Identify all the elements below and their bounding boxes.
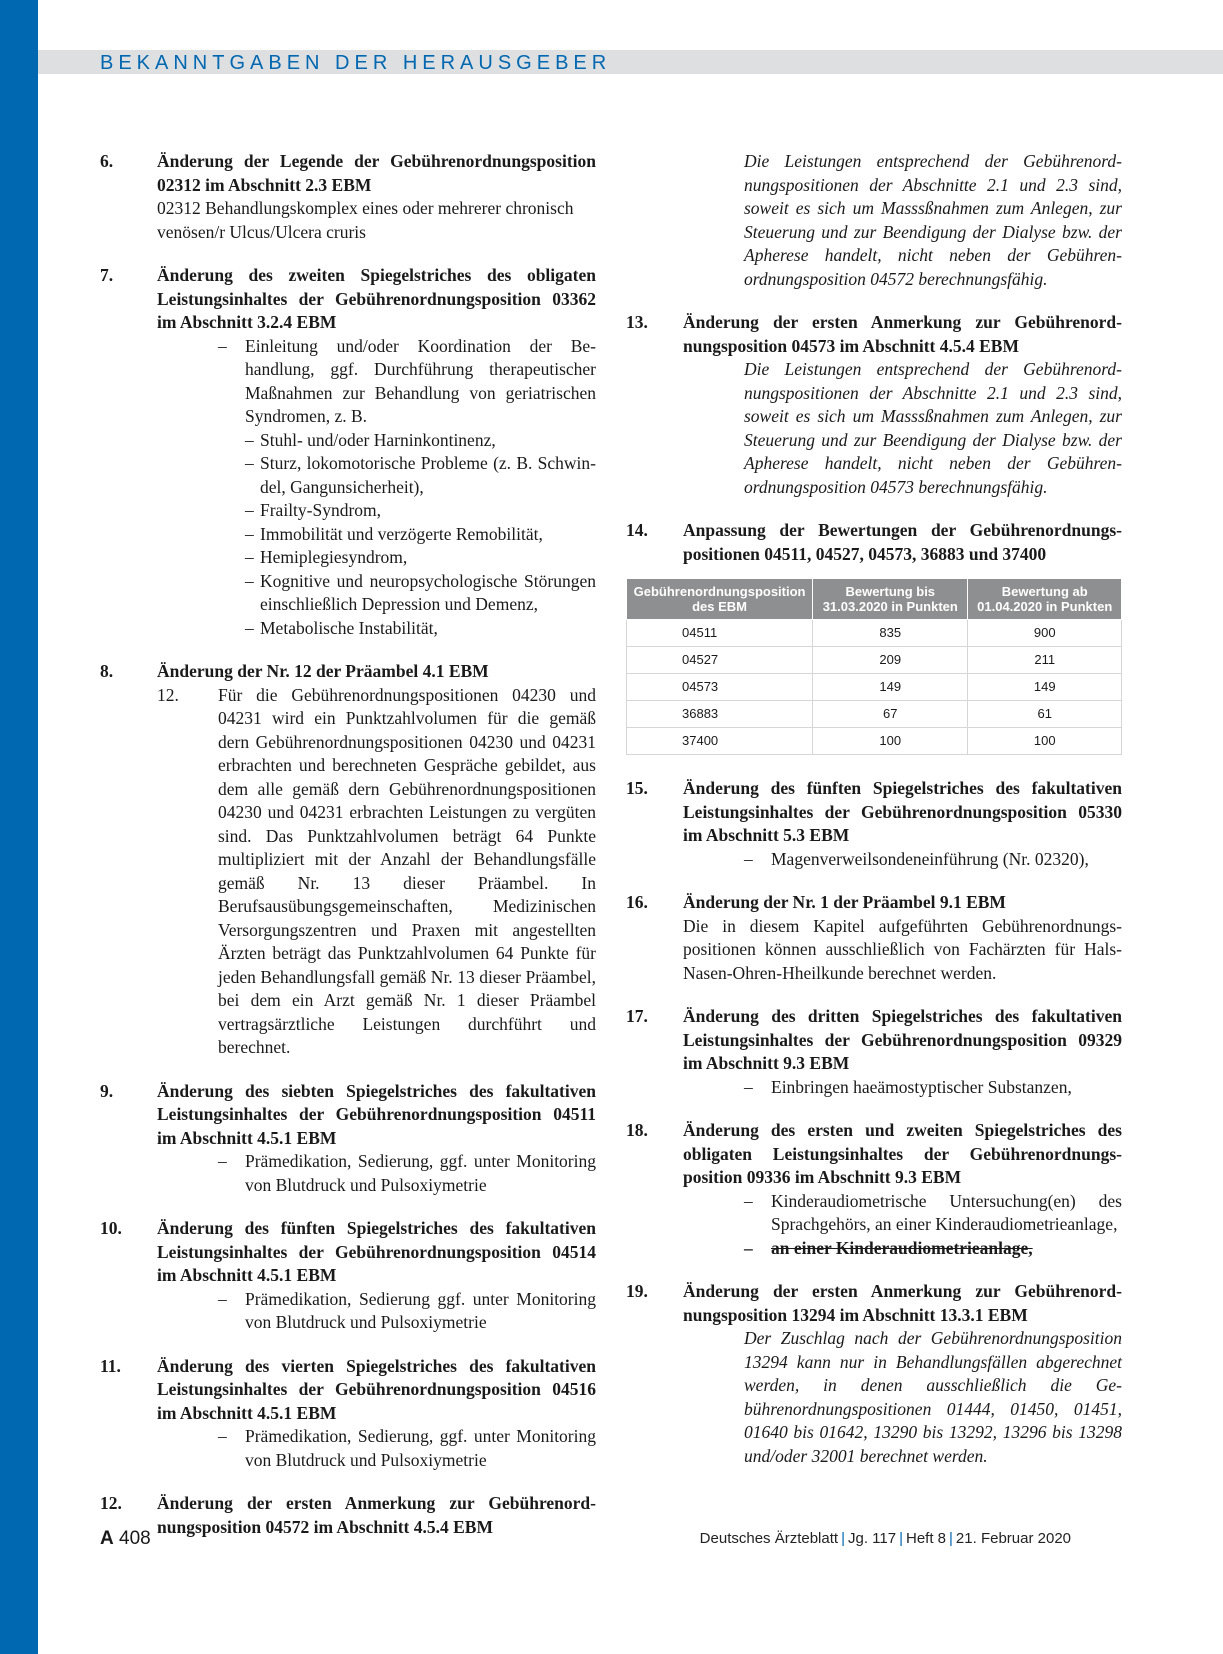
section-12-continued (626, 150, 1122, 291)
section-17 (626, 1005, 1122, 1099)
section-12 (100, 1492, 596, 1539)
section-number: 12. (100, 1493, 122, 1513)
section-heading: Änderung des zweiten Spiegelstriches des obligaten Leistungsinhaltes der Gebührenordnungsposition 03362 im Abschnitt 3.2.4 EBM (157, 265, 596, 332)
volume: Jg. 117 (847, 1530, 897, 1547)
date: 21. Februar 2020 (955, 1530, 1071, 1547)
section-heading: Änderung der Legende der Gebührenordnungsposition 02312 im Abschnitt 2.3 EBM (157, 151, 596, 195)
section-15 (626, 777, 1122, 871)
section-text: Die in diesem Kapitel aufgeführten Gebührenordnungspositionen können ausschließlich von Fachärzten für Hals-Nasen-Ohren-Hheilkunde berechnet werden. (683, 915, 1122, 983)
section-number: 8. (100, 661, 114, 681)
issue: Heft 8 (905, 1530, 947, 1547)
section-10 (100, 1217, 596, 1335)
journal-info: Deutsches Ärzteblatt | Jg. 117 | Heft 8 | 21. Februar 2020 (699, 1530, 1071, 1547)
section-number: 19. (626, 1281, 648, 1301)
section-heading: Änderung der ersten Anmerkung zur Gebührenordnungsposition 13294 im Abschnitt 13.3.1 EBM (683, 1281, 1122, 1325)
section-14 (626, 519, 1122, 755)
section-11 (100, 1355, 596, 1473)
italic-note: Die Leistungen entsprechend der Gebührenordnungspositionen der Abschnitte 2.1 und 2.3 sind, soweit es sich um Masssßnahmen zum Anlegen, zur Steuerung und zur Beendigung der Dialyse bzw. der Apherese handelt, nicht neben der Gebührenordnungsposition 04572 berechnungsfähig. (744, 151, 1122, 289)
journal-name: Deutsches Ärzteblatt (699, 1530, 839, 1547)
section-heading: Änderung des dritten Spiegelstriches des fakultativen Leistungsinhaltes der Gebührenordnungsposition 09329 im Abschnitt 9.3 EBM (683, 1006, 1122, 1073)
dash-item: – Prämedikation, Sedierung, ggf. unter Monitoring von Blutdruck und Pulsoxiymetrie (218, 1151, 596, 1195)
section-number: 7. (100, 265, 114, 285)
section-heading: Änderung der Nr. 12 der Präambel 4.1 EBM (157, 661, 489, 681)
table-row: 37400 100 100 (627, 728, 1122, 755)
section-text: 02312 Behandlungskomplex eines oder mehrerer chronisch venösen/r Ulcus/Ulcera cruris (157, 198, 574, 242)
dash-item: – Magenverweilsondeneinführung (Nr. 02320), (744, 848, 1089, 869)
section-number: 11. (100, 1355, 121, 1376)
section-18 (626, 1119, 1122, 1260)
section-number: 13. (626, 312, 648, 332)
right-column (626, 150, 1122, 1488)
column-header: Gebührenordnungsposition des EBM (627, 579, 813, 620)
section-16 (626, 891, 1122, 985)
section-number: 6. (100, 151, 114, 171)
section-number: 9. (100, 1080, 114, 1101)
table-row: 04511 835 900 (627, 620, 1122, 647)
section-8 (100, 660, 596, 1060)
section-heading: Änderung des fünften Spiegelstriches des fakultativen Leistungsinhaltes der Gebührenordnungsposition 04514 im Abschnitt 4.5.1 EBM (157, 1218, 596, 1285)
column-header: Bewertung ab 01.04.2020 in Punkten (968, 579, 1122, 620)
list-item: – Hemiplegiesyndrom, (245, 547, 408, 567)
sidebar-stripe (0, 0, 38, 1654)
list-item: – Immobilität und verzögerte Remobilität, (245, 523, 543, 544)
list-item: – Sturz, lokomotorische Probleme (z. B. Schwindel, Gangunsicherheit), (245, 453, 596, 497)
dash-item: – Einbringen haeämostyptischer Substanzen, (744, 1076, 1072, 1097)
dash-item: – Prämedikation, Sedierung ggf. unter Monitoring von Blutdruck und Pulsoxiymetrie (218, 1288, 596, 1332)
italic-note: Die Leistungen entsprechend der Gebührenordnungspositionen der Abschnitte 2.1 und 2.3 sind, soweit es sich um Masssßnahmen zum Anlegen, zur Steuerung und zur Beendigung der Dialyse bzw. der Apherese handelt, nicht neben der Gebührenordnungsposition 04573 berechnungsfähig. (744, 359, 1122, 497)
list-item: – Metabolische Instabilität, (245, 617, 438, 638)
page-number: A 408 (100, 1528, 151, 1549)
section-number: 16. (626, 892, 648, 912)
section-7 (100, 264, 596, 640)
struck-dash-item: – an einer Kinderaudiometrieanlage, (744, 1237, 1033, 1258)
dash-item: – Kinderaudiometrische Untersuchung(en) des Sprachgehörs, an einer Kinderaudiometrieanlage, (744, 1190, 1122, 1234)
section-heading: Änderung des vierten Spiegelstriches des fakultativen Leistungsinhaltes der Gebührenordnungsposition 04516 im Abschnitt 4.5.1 EBM (157, 1355, 596, 1423)
section-heading: Anpassung der Bewertungen der Gebührenordnungspositionen 04511, 04527, 04573, 36883 und 37400 (683, 520, 1122, 564)
section-number: 14. (626, 520, 648, 540)
section-number: 10. (100, 1218, 122, 1238)
points-table (626, 578, 1122, 755)
section-heading: Änderung des fünften Spiegelstriches des fakultativen Leistungsinhaltes der Gebührenordnungsposition 05330 im Abschnitt 5.3 EBM (683, 778, 1122, 845)
section-heading: Änderung der ersten Anmerkung zur Gebührenordnungsposition 04573 im Abschnitt 4.5.4 EBM (683, 312, 1122, 356)
section-heading: Änderung des siebten Spiegelstriches des fakultativen Leistungsinhaltes der Gebührenordnungsposition 04511 im Abschnitt 4.5.1 EBM (157, 1080, 596, 1148)
dash-item: – Prämedikation, Sedierung, ggf. unter Monitoring von Blutdruck und Pulsoxiymetrie (218, 1426, 596, 1470)
section-heading: Änderung der ersten Anmerkung zur Gebührenordnungsposition 04572 im Abschnitt 4.5.4 EBM (157, 1493, 596, 1537)
section-number: 17. (626, 1006, 648, 1026)
list-item: – Kognitive und neuropsychologische Störungen einschließlich Depression und Demenz, (245, 570, 596, 614)
italic-note: Der Zuschlag nach der Gebührenordnungsposition 13294 kann nur in Behandlungsfällen abgerechnet werden, in denen ausschließlich die Gebührenordnungspositionen 01444, 01450, 01451, 01640 bis 01642, 13290 bis 13292, 13296 bis 13298 und/oder 32001 berechnet werden. (744, 1328, 1122, 1466)
column-header: Bewertung bis 31.03.2020 in Punkten (813, 579, 968, 620)
section-heading: Änderung der Nr. 1 der Präambel 9.1 EBM (683, 892, 1006, 912)
section-header: BEKANNTGABEN DER HERAUSGEBER (100, 52, 612, 74)
section-6 (100, 150, 596, 244)
table-row: 36883 67 61 (627, 701, 1122, 728)
list-item: – Stuhl- und/oder Harninkontinenz, (245, 429, 496, 450)
table-header-row (627, 579, 1122, 620)
list-item: – Frailty-Syndrom, (245, 500, 382, 520)
table-row: 04573 149 149 (627, 674, 1122, 701)
section-heading: Änderung des ersten und zweiten Spiegelstriches des obligaten Leistungsinhaltes der Gebührenordnungsposition 09336 im Abschnitt 9.3 EBM (683, 1120, 1122, 1187)
section-number: 18. (626, 1120, 648, 1140)
section-9 (100, 1080, 596, 1198)
numbered-paragraph: 12. Für die Gebührenordnungspositionen 04230 und 04231 wird ein Punktzahlvolumen für die gemäß dern Gebührenordnungspositionen 04230 und 04231 erbrachten und berechneten Gespräche gebildet, aus dem alle gemäß dern Gebührenordnungspositionen 04230 und 04231 erbrachten Leistungen zu vergüten sind. Das Punktzahlvolumen beträgt 64 Punkte multipliziert mit der Anzahl der Behandlungsfälle gemäß Nr. 13 dieser Präambel. In Berufsausübungsgemeinschaften, Medizinischen Versorgungszentren und Praxen mit angestellten Ärzten beträgt das Punktzahlvolumen 64 Punkte für jeden Behandlungsfall gemäß Nr. 13 dieser Präambel, bei dem ein Arzt gemäß Nr. 1 dieser Präambel vertragsärztliche Leistungen durchführt und berechnet. (157, 684, 596, 1057)
section-19 (626, 1280, 1122, 1468)
section-number: 15. (626, 778, 648, 798)
table-row: 04527 209 211 (627, 647, 1122, 674)
left-column (100, 150, 596, 1559)
section-13 (626, 311, 1122, 499)
dash-item: – Einleitung und/oder Koordination der Behandlung, ggf. Durchführung therapeutischer Maßnahmen zur Behandlung von geriatrischen Syndromen, z. B. (218, 335, 596, 426)
